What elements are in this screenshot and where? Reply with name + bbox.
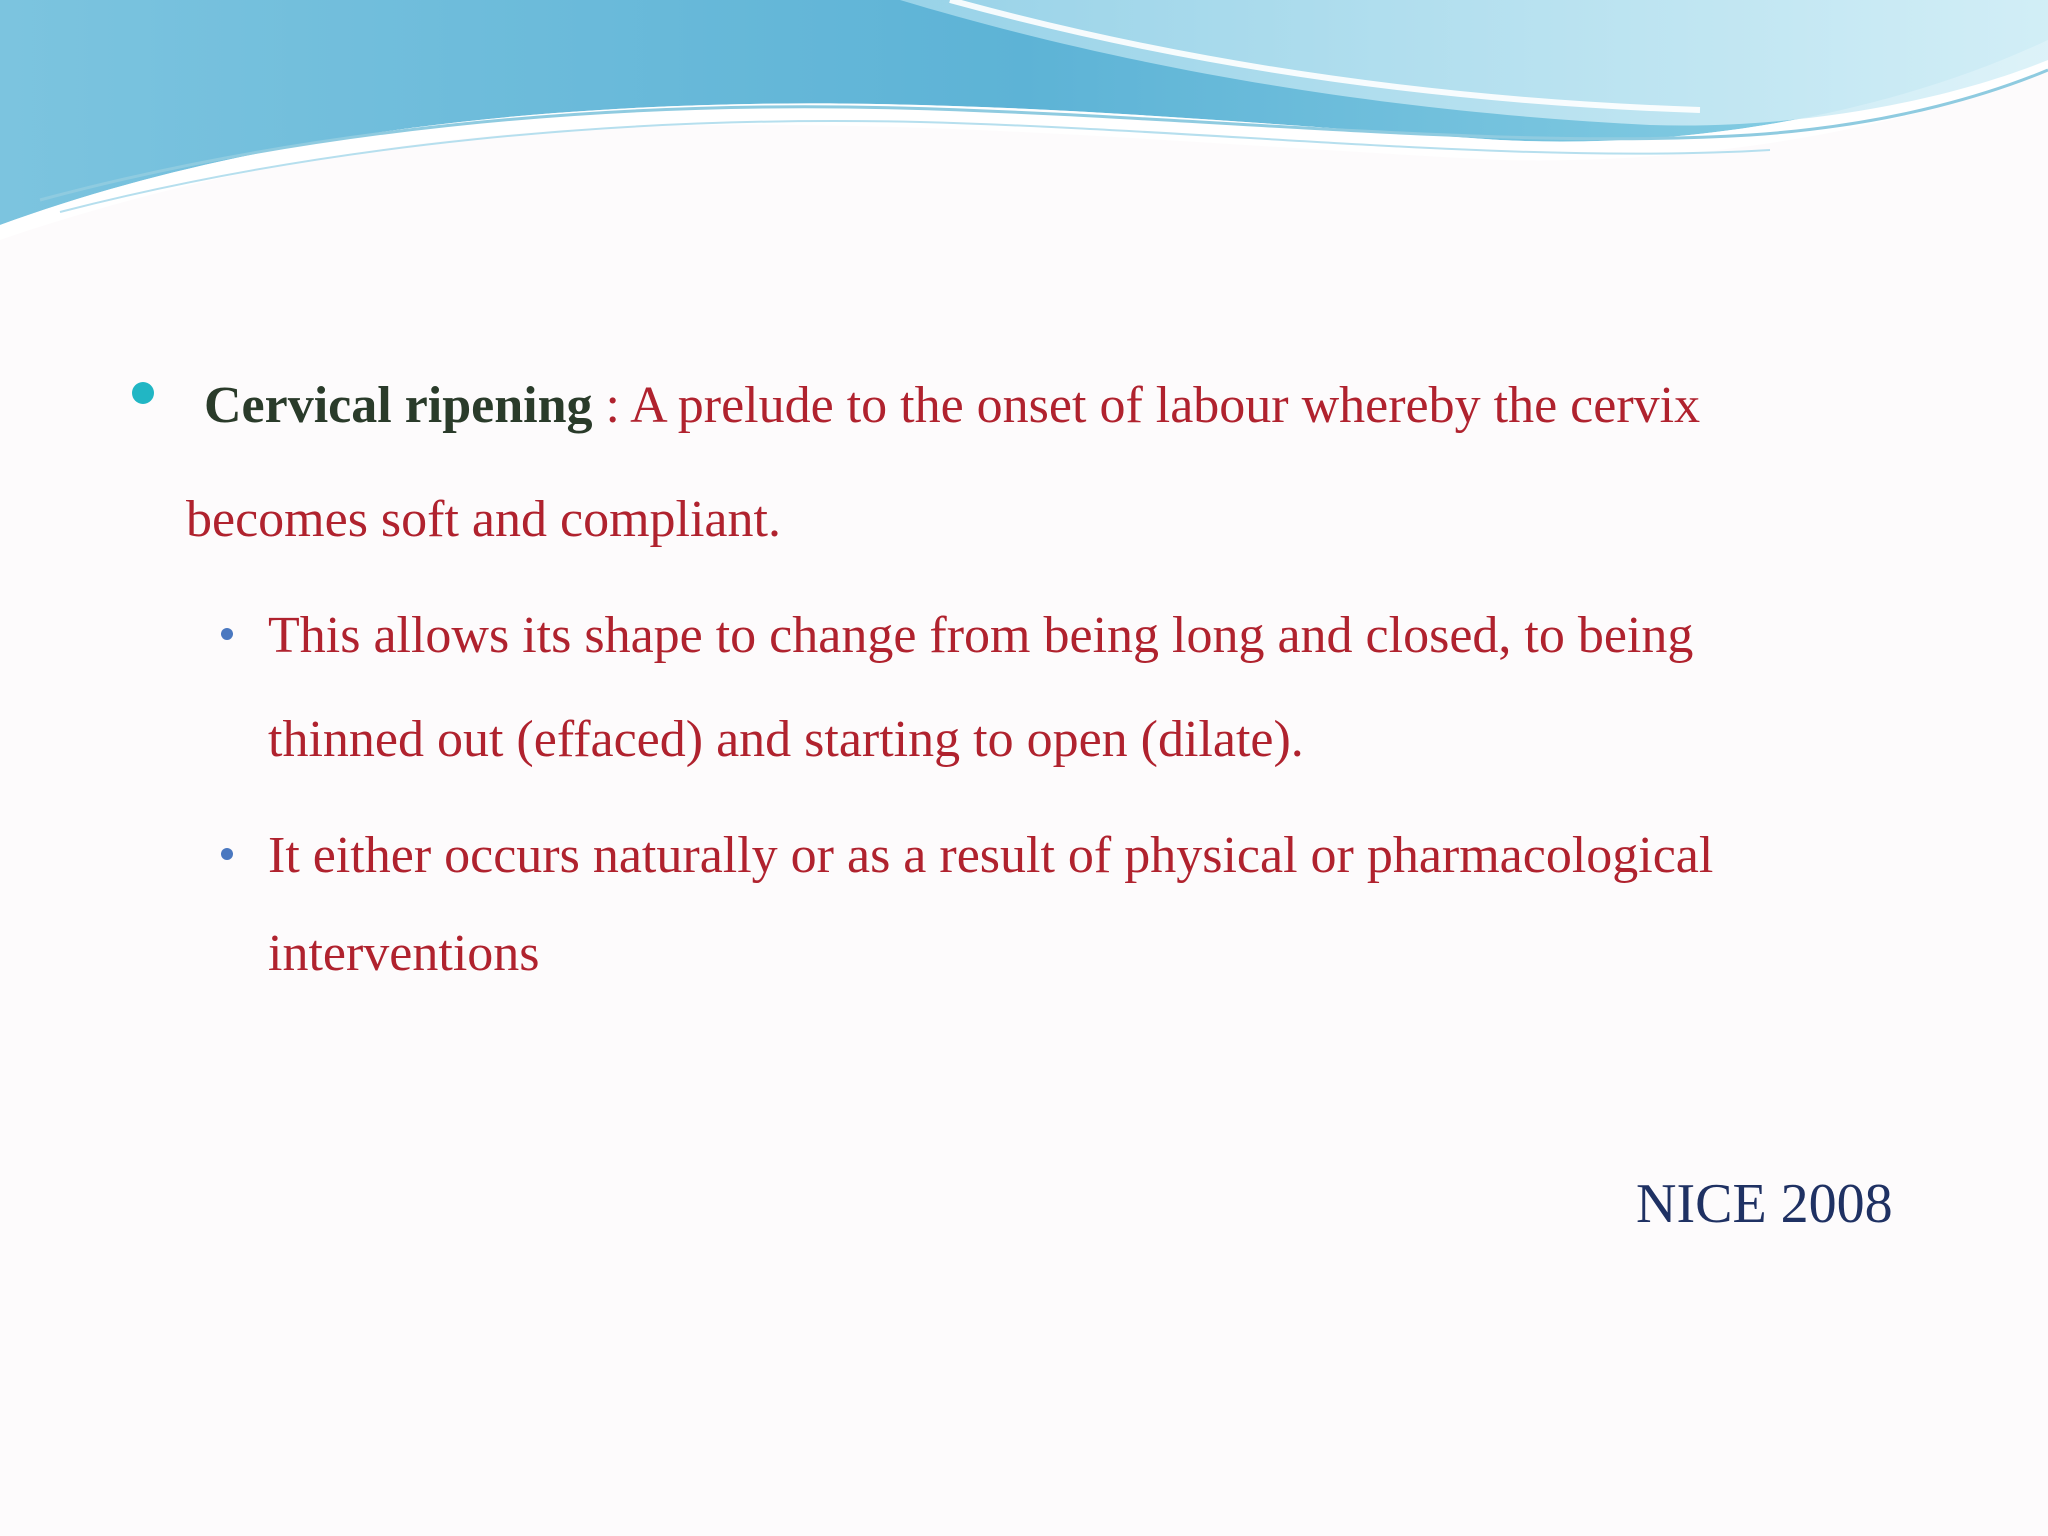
definition-line-1: A prelude to the onset of labour whereby the cervix (630, 377, 1701, 434)
term-label: Cervical ripening (204, 377, 593, 434)
term-separator: : (592, 377, 631, 434)
main-bullet-dot (132, 382, 154, 404)
sub-bullet-1-line-2: thinned out (effaced) and starting to open (dilate). (268, 711, 1304, 768)
header-wave-decoration (0, 0, 2048, 240)
sub-bullet-2-line-1: It either occurs naturally or as a result of physical or pharmacological (268, 827, 1714, 884)
source-citation: NICE 2008 (1636, 1173, 1893, 1235)
definition-line-2: becomes soft and compliant. (186, 491, 781, 548)
sub-bullet-1-line-1: This allows its shape to change from being long and closed, to being (268, 607, 1694, 664)
sub-bullet-dot (221, 848, 233, 860)
sub-bullet-2-line-2: interventions (268, 925, 540, 982)
main-bullet-line-1 (204, 376, 1700, 436)
sub-bullet-dot (221, 628, 233, 640)
